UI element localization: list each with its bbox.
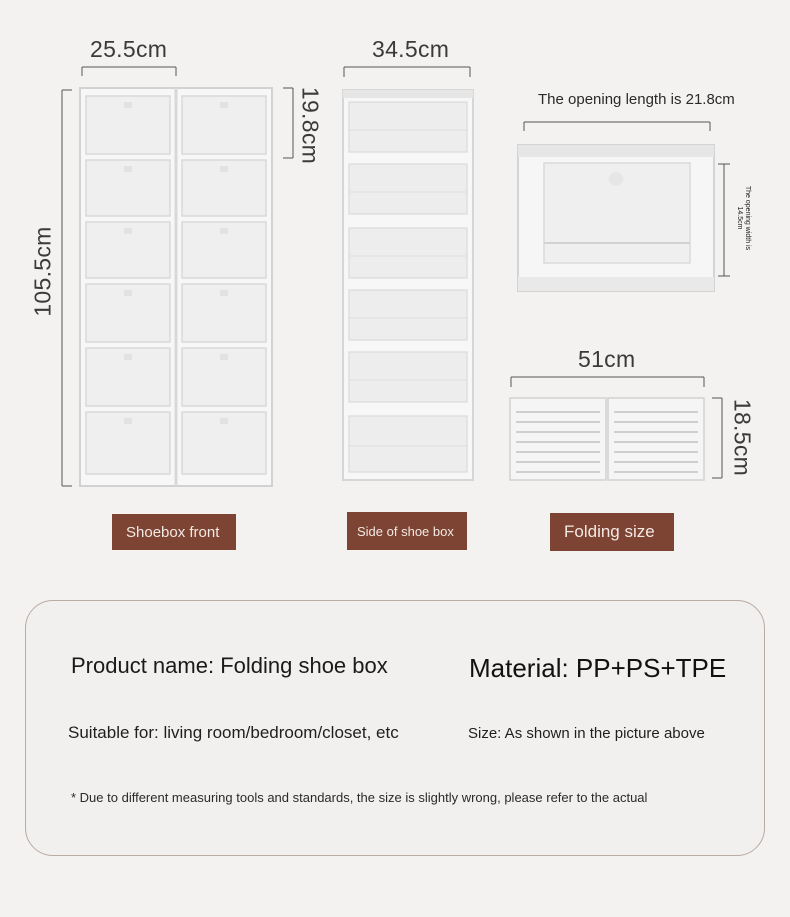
shoebox-front-caption-text: Shoebox front (126, 523, 220, 541)
drawer-height-label: 19.8cm (297, 86, 324, 165)
folding-size-caption (550, 513, 674, 551)
opening-length-label: The opening length is 21.8cm (538, 91, 735, 108)
shoebox-side-caption-text: Side of shoe box (357, 523, 454, 539)
folded-image (510, 398, 706, 482)
suitable-for: Suitable for: living room/bedroom/closet, etc (68, 723, 399, 742)
folded-height-label: 18.5cm (729, 398, 756, 477)
side-depth-label: 34.5cm (372, 36, 450, 62)
measurement-note: * Due to different measuring tools and standards, the size is slightly wrong, please refer to the actual (71, 790, 648, 805)
product-name: Product name: Folding shoe box (71, 653, 388, 678)
folded-width-label: 51cm (578, 346, 636, 372)
front-height-label: 105.5cm (29, 226, 56, 317)
opening-width-label: The opening width is 14.5cm (736, 185, 751, 251)
product-material: Material: PP+PS+TPE (469, 653, 727, 683)
folding-size-caption-text: Folding size (564, 522, 655, 541)
size-info: Size: As shown in the picture above (468, 725, 705, 742)
front-width-label: 25.5cm (90, 36, 168, 62)
product-info-card (25, 600, 765, 856)
